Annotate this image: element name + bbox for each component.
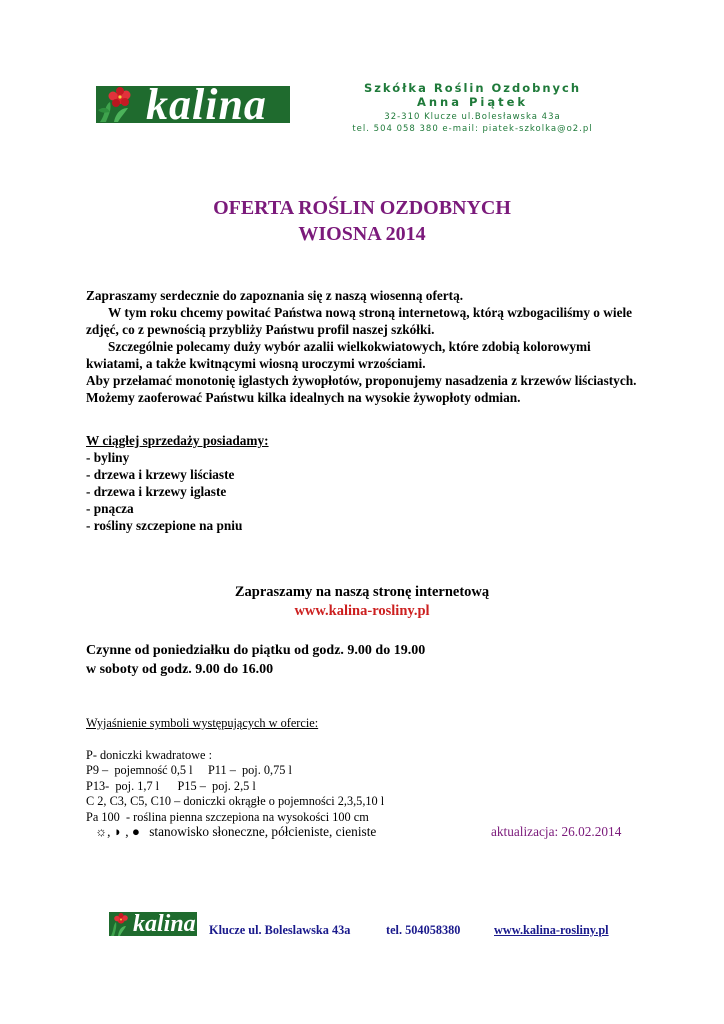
- list-item: - drzewa i krzewy iglaste: [86, 484, 227, 499]
- company-info: [325, 81, 620, 135]
- list-item: - pnącza: [86, 501, 134, 516]
- hours-weekdays: Czynne od poniedziałku do piątku od godz. 9.00 do 19.00: [86, 643, 426, 658]
- owner-name: Anna Piątek: [416, 95, 529, 109]
- stock-list: [86, 432, 269, 534]
- stock-heading: W ciągłej sprzedaży posiadamy:: [86, 433, 269, 448]
- legend-line: Pa 100 - roślina pienna szczepiona na wysokości 100 cm: [86, 809, 369, 824]
- offer-title: OFERTA ROŚLIN OZDOBNYCH: [213, 197, 511, 219]
- footer-website-link[interactable]: www.kalina-rosliny.pl: [494, 923, 609, 937]
- list-item: - byliny: [86, 450, 130, 465]
- intro-paragraph-2: W tym roku chcemy powitać Państwa nową stroną internetową, którą wzbogaciliśmy o wiele zdjęć, co z pewnością przybliży Państwu profil naszej szkółki.: [86, 305, 633, 337]
- legend-line: P- doniczki kwadratowe :: [86, 747, 213, 762]
- company-address: 32-310 Klucze ul.Bolesławska 43a: [384, 112, 561, 122]
- hours-saturday: w soboty od godz. 9.00 do 16.00: [86, 662, 274, 677]
- company-contact: tel. 504 058 380 e-mail: piatek-szkolka@o2.pl: [352, 124, 593, 134]
- flower-icon: [96, 86, 152, 123]
- legend-line: P13- poj. 1,7 l P15 – poj. 2,5 l: [86, 778, 256, 793]
- list-item: - drzewa i krzewy liściaste: [86, 467, 235, 482]
- legend-heading: Wyjaśnienie symboli występujących w ofercie:: [86, 716, 319, 730]
- company-name: Szkółka Roślin Ozdobnych: [363, 81, 582, 95]
- legend-line: C 2, C3, C5, C10 – doniczki okrągłe o pojemności 2,3,5,10 l: [86, 794, 385, 808]
- intro-text: [86, 287, 646, 406]
- offer-season: WIOSNA 2014: [298, 223, 426, 245]
- website-invite: Zapraszamy na naszą stronę internetową: [234, 584, 490, 600]
- list-item: - rośliny szczepione na pniu: [86, 518, 243, 533]
- symbol-legend: [86, 716, 384, 825]
- opening-hours: [86, 641, 425, 679]
- sun-halfshade-shade-icon: ☼, ◗ , ●: [95, 824, 140, 839]
- intro-paragraph-4: Aby przełamać monotonię iglastych żywopłotów, proponujemy nasadzenia z krzewów liściastych. Możemy zaoferować Państwu kilka idealnych na wysokie żywopłoty odmian.: [86, 373, 637, 405]
- symbols-label: stanowisko słoneczne, półcieniste, cieniste: [149, 824, 377, 839]
- footer-phone: tel. 504058380: [386, 923, 461, 937]
- website-link[interactable]: www.kalina-rosliny.pl: [294, 603, 430, 619]
- flower-icon: [109, 912, 135, 936]
- footer-logo: [109, 912, 197, 936]
- intro-paragraph-3: Szczególnie polecamy duży wybór azalii wielkokwiatowych, które zdobią kolorowymi kwiatami, a także kwitnącymi wiosną uroczymi wrzościami.: [86, 339, 591, 371]
- intro-paragraph-1: Zapraszamy serdecznie do zapoznania się z naszą wiosenną ofertą.: [86, 288, 464, 303]
- footer-address: Klucze ul. Boleslawska 43a: [209, 923, 351, 937]
- logo-wordmark: kalina: [133, 912, 196, 936]
- light-symbols: [95, 824, 376, 840]
- legend-line: P9 – pojemność 0,5 l P11 – poj. 0,75 l: [86, 763, 292, 777]
- update-date: aktualizacja: 26.02.2014: [491, 824, 622, 839]
- header-logo: [96, 86, 290, 123]
- logo-wordmark: kalina: [146, 86, 267, 123]
